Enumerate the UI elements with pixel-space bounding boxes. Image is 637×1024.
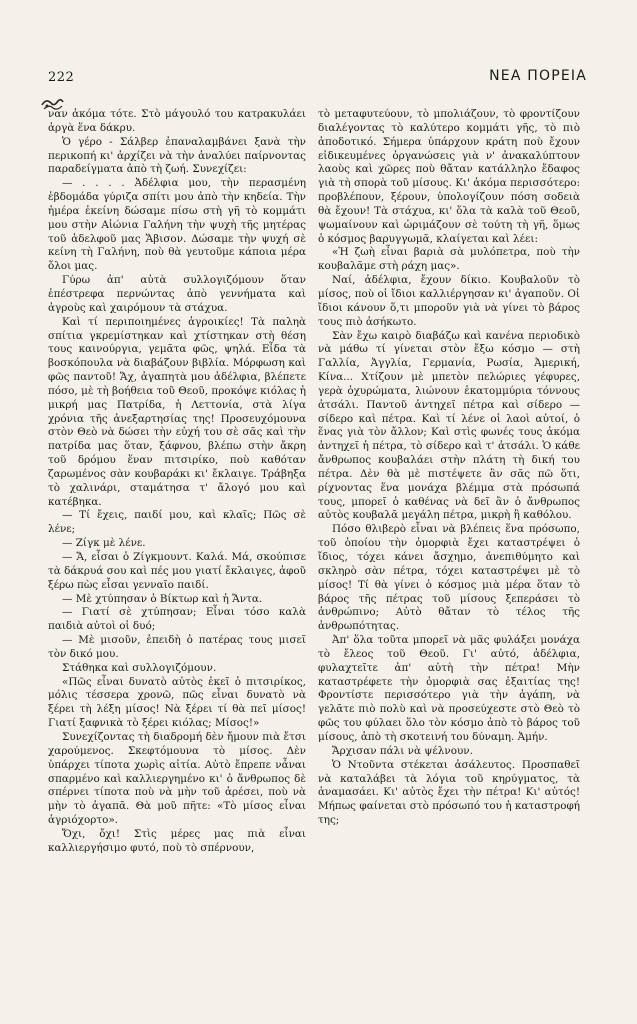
paragraph: Συνεχίζοντας τὴ διαδρομή δὲν ἤμουν πιὰ ἔτσι χαρούμενος. Σκεφτόμουνα τὸ μίσος. Δὲν ὑπάρχει τίποτα χωρὶς αἰτία. Αὐτὸ ἔπρεπε νἆναι σπαρμένο καὶ καλλιεργημένο κι' ὁ ἄνθρωπος δὲ σπέρνει τίποτα ποὺ νὰ μὴν τοῦ ἀρέσει, ποὺ νὰ μὴν τὸ ἀγαπᾶ. Θὰ μοῦ πῆτε: «Τὸ μίσος εἶναι ἀγριόχορτο». bbox=[48, 730, 306, 827]
paragraph: Ναί, ἀδέλφια, ἔχουν δίκιο. Κουβαλοῦν τὸ μίσος, ποὺ οἱ ἴδιοι καλλιέργησαν κι' ἀγαποῦν. Οἱ ἴδιοι κάνουν ὅ,τι μποροῦν γιὰ νὰ γίνει τὸ βάρος τους πιὸ ἀσήκωτο. bbox=[318, 274, 580, 328]
paragraph: Ὁ Ντοῦντα στέκεται ἀσάλευτος. Προσπαθεῖ νὰ καταλάβει τὰ λόγια τοῦ κηρύγματος, τὰ ἀναμασάει. Κι' αὐτὸς ἔχει τὴν πέτρα! Κι' αὐτός! Μήπως φαίνεται στὸ πρόσωπό του ἡ καταστροφή της; bbox=[318, 758, 580, 827]
paragraph: Ὁ γέρο - Σάλβερ ἐπαναλαμβάνει ξανὰ τὴν περικοπή κι' ἀρχίζει νὰ τὴν ἀναλύει παίρνοντας παραδείγματα ἀπὸ τὴ ζωή. Συνεχίζει: bbox=[48, 135, 306, 176]
paragraph: — Ζίγκ μὲ λένε. bbox=[62, 537, 146, 550]
paragraph: — . . . . Ἀδέλφια μου, τὴν περασμένη ἑβδομάδα γύριζα σπίτι μου ἀπὸ τὴν κηδεία. Τὴν ἡμέρα ἐκείνη δώσαμε πίσω στὴ γῆ τὸ κομμάτι μου στὴν Αἰώνια Γαλήνη τὴν ψυχὴ τῆς μητέρας τοῦ ἀδελφοῦ μας Ἄβισον. Δώσαμε τὴν ψυχή σὲ κείνη τὴ Γαλήνη, ποὺ θὰ γευτοῦμε κάποια μέρα ὅλοι μας. bbox=[48, 177, 306, 273]
paragraph: Ἀπ' ὅλα τοῦτα μπορεῖ νὰ μᾶς φυλάξει μονάχα τὸ ἔλεος τοῦ Θεοῦ. Γι' αὐτό, ἀδέλφια, φυλαχτεῖτε ἀπ' αὐτὴ τὴν πέτρα! Μὴν καταστρέφετε τὴν ὀμορφιὰ σας ἐξαιτίας της! Φροντίστε περισσότερο γιὰ τὴν ἀγάπη, νὰ γελᾶτε πιὸ πολὺ καὶ νὰ προσεύχεστε στὸ Θεὸ τὸ φῶς του φύλαει ὅλο τὸν κόσμο ἀπὸ τὸ βάρος τοῦ μίσους, ἀπὸ τὴ σκοτεινή του δύναμη. Ἀμήν. bbox=[318, 634, 580, 743]
paragraph: Γύρω ἀπ' αὐτὰ συλλογιζόμουν ὅταν ἐπέστρεφα περνώντας ἀπὸ γεννήματα καὶ ἀγροὺς καὶ χαιρόμουν τὰ στάχυα. bbox=[48, 274, 306, 314]
paragraph: Ὄχι, ὄχι! Στὶς μέρες μας πιὰ εἶναι καλλιεργήσιμο φυτό, ποὺ τὸ σπέρνουν, bbox=[48, 827, 306, 854]
paragraph: Σὰν ἔχω καιρὸ διαβάζω καὶ κανένα περιοδικὸ νὰ μάθω τί γίνεται στὸν ἔξω κόσμο — στὴ Γαλλία, Ἀγγλία, Γερμανία, Ρωσία, Ἀμερική, Κίνα... Χτίζουν μὲ μπετὸν πελώριες γέφυρες, γερὰ ὀχυρώματα, λιώνουν ἑκατομμύρια τόννους ἀτσάλι. Παντοῦ ἀντηχεῖ πέτρα καὶ σίδερο — σίδερο καὶ πέτρα. Καὶ τί λένε οἱ λαοὶ αὐτοί, ὁ ἕνας γιὰ τὸν ἄλλον; Καὶ στὶς φωνές τους ἀκόμα ἀντηχεῖ ἡ πέτρα, τὸ σίδερο καὶ τ' ἀτσάλι. Ὁ κάθε ἄνθρωπος κουβαλάει στὴν πλάτη τὴ δική του πέτρα. Δὲν θὰ μὲ πιστέψετε ἂν σᾶς πῶ ὅτι, ρίχνοντας ἕνα μονάχα βλέμμα στὰ πρόσωπά τους, μπορεῖ ὁ καθένας νὰ δεῖ ἂν ὁ ἄνθρωπος αὐτὸς κουβαλᾶ μεγάλη πέτρα, μικρὴ ἢ καθόλου. bbox=[318, 329, 580, 522]
paragraph: — Μὲ χτύπησαν ὁ Βίκτωρ καὶ ἡ Ἄντα. bbox=[62, 592, 263, 605]
paragraph: Πόσο θλιβερὸ εἶναι νὰ βλέπεις ἕνα πρόσωπο, τοῦ ὁποίου τὴν ὀμορφιὰ ἔχει καταστρέψει ὁ ἴδιος, τόχει κάνει ἄσχημο, ἀνεπιθύμητο καὶ σκληρὸ σὰν πέτρα, τόχει καταστρέψει μὲ τὸ μίσος! Τί θὰ γίνει ὁ κόσμος μιὰ μέρα ὅταν τὸ βάρος τῆς πέτρας τοῦ μίσους ξεπεράσει τὸ ἀνθρώπινο; Αὐτὸ θἄταν τὸ τέλος τῆς ἀνθρωπότητας. bbox=[318, 523, 580, 633]
paragraph: «Πῶς εἶναι δυνατὸ αὐτὸς ἐκεῖ ὁ πιτσιρίκος, μόλις τέσσερα χρονῶ, πῶς εἶναι δυνατὸ νὰ ξέρει τὴ λέξη μίσος! Νὰ ξέρει τί θὰ πεῖ μίσος! Γιατί ξαφνικὰ τὸ ξέρει κιόλας; Μίσος!» bbox=[48, 675, 306, 730]
page-number: 222 bbox=[48, 70, 75, 85]
paragraph: «Ἡ ζωὴ εἶναι βαριὰ σὰ μυλόπετρα, ποὺ τὴν κουβαλᾶμε στὴ ράχη μας». bbox=[318, 246, 580, 273]
paragraph: — Ἄ, εἶσαι ὁ Ζίγκμουντ. Καλά. Μά, σκούπισε τὰ δάκρυά σου καὶ πές μου γιατί ἔκλαιγες, ἀφοῦ ξέρω πὼς εἶσαι γενναῖο παιδί. bbox=[48, 551, 306, 591]
paragraph: Ἄρχισαν πάλι νὰ ψέλνουν. bbox=[332, 744, 473, 757]
page-header bbox=[48, 70, 587, 92]
paragraph: — Μὲ μισοῦν, ἐπειδὴ ὁ πατέρας τους μισεῖ τὸν δικό μου. bbox=[48, 634, 306, 660]
paragraph: — Γιατί σὲ χτύπησαν; Εἶναι τόσο καλὰ παιδιὰ αὐτοὶ οἱ δυό; bbox=[48, 606, 306, 633]
right-column bbox=[318, 108, 580, 988]
left-column bbox=[48, 108, 306, 988]
paragraph: τὸ μεταφυτεύουν, τὸ μπολιάζουν, τὸ φροντίζουν διαλέγοντας τὸ καλύτερο κομμάτι γῆς, τὸ πιὸ ἀποδοτικό. Σήμερα ὑπάρχουν κράτη ποὺ ἔχουν εἰδικευμένες ὀργανώσεις γιὰ ν' ἀνακαλύπτουν λαοὺς καὶ χῶρες ποὺ θἄταν κατάλληλο ἔδαφος γιὰ τὴ σπορὰ τοῦ μίσους. Κι' ἀκόμα περισσότερο: προβλέπουν, ξέρουν, ὑπολογίζουν πόση σοδειὰ θὰ ἔχουν! Τὰ στάχυα, κι' ὅλα τὰ καλὰ τοῦ Θεοῦ, ψωμαίνουν καὶ ὡριμάζουν σὲ τούτη τὴ γῆ, ὅμως ὁ κόσμος βαρυγγωμᾶ, κλαίγεται καὶ λέει: bbox=[318, 108, 580, 245]
paragraph: — Τί ἔχεις, παιδί μου, καὶ κλαῖς; Πῶς σὲ λένε; bbox=[48, 509, 306, 536]
paragraph: Καὶ τί περιποιημένες ἀγροικίες! Τὰ παληὰ σπίτια γκρεμίστηκαν καὶ χτίστηκαν στὴ θέση τους καινούργια, γεμᾶτα φῶς, ψηλά. Εἶδα τὰ βοσκόπουλα νὰ διαβάζουν βιβλία. Μόρφωση καὶ φῶς παντοῦ! Ἄχ, ἀγαπητὰ μου ἀδέλφια, βλέπετε πόσο, μὲ τὴ βοήθεια τοῦ Θεοῦ, προκόψε κιόλας ἡ μικρή μας Πατρίδα, ἡ Λεττονία, στὰ λίγα χρόνια τῆς ἀνεξαρτησίας της! Προσευχόμουνα στὸν Θεὸ νὰ δώσει τὴν εὐχή του σὲ σᾶς καὶ τὴν πατρίδα μας ὅταν, ξάφνου, βλέπω στὴν ἄκρη τοῦ δρόμου ἕναν πιτσιρίκο, ποὺ καθόταν ζαρωμένος σὰν κουβαράκι κι' ἔκλαιγε. Τράβηξα τὸ χαλινάρι, σταμάτησα τ' ἄλογό μου καὶ κατέβηκα. bbox=[48, 315, 306, 508]
paragraph: Στάθηκα καὶ συλλογιζόμουν. bbox=[62, 661, 217, 674]
journal-title: ΝΕΑ ΠΟΡΕΙΑ bbox=[489, 68, 587, 84]
paragraph: ναν ἀκόμα τότε. Στὸ μάγουλό του κατρακυλάει ἀργὰ ἕνα δάκρυ. bbox=[48, 108, 306, 134]
